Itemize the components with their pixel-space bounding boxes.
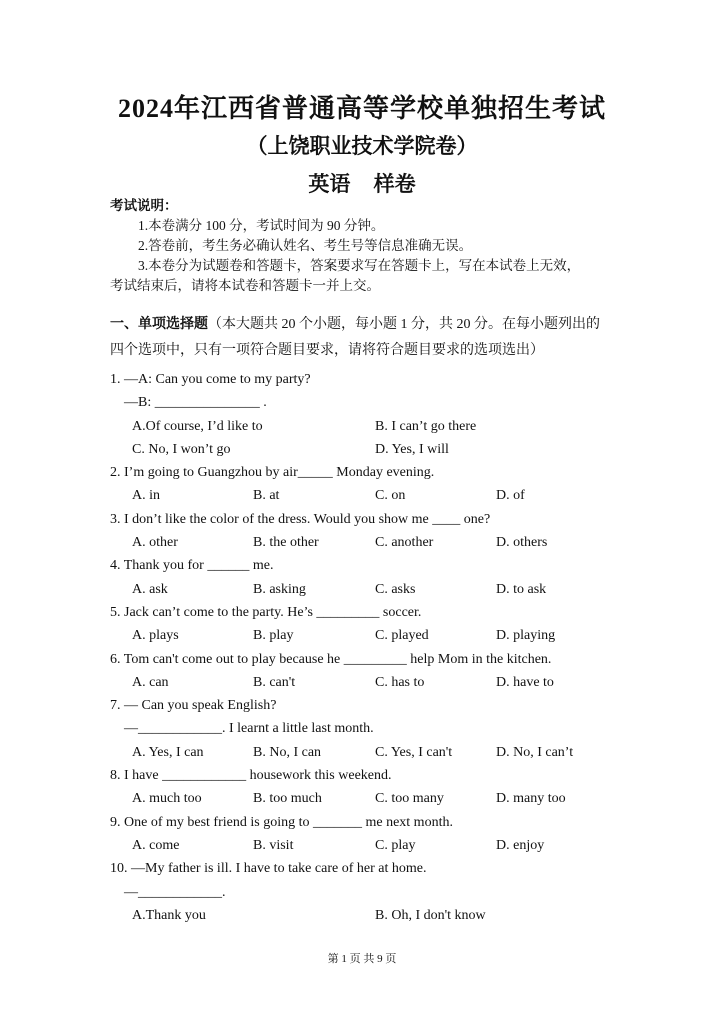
answer-option: B. I can’t go there [375, 418, 477, 434]
question-stem: 10. —My father is ill. I have to take care of her at home. [110, 861, 427, 877]
answer-option: A. much too [132, 791, 202, 807]
answer-option: D. others [496, 535, 548, 551]
instruction-item: 3.本卷分为试题卷和答题卡，答案要求写在答题卡上，写在本试卷上无效， [138, 258, 581, 273]
option-row [110, 531, 630, 554]
exam-subject: 英语 样卷 [308, 172, 416, 196]
answer-option: B. asking [253, 581, 306, 597]
answer-option: A. Yes, I can [132, 744, 204, 760]
answer-option: C. too many [375, 791, 444, 807]
exam-subtitle: （上饶职业技术学院卷） [246, 134, 478, 158]
answer-option: D. many too [496, 791, 566, 807]
answer-option: C. play [375, 837, 416, 853]
instruction-continuation: 考试结束后，请将本试卷和答题卡一并上交。 [110, 278, 380, 293]
answer-option: C. played [375, 628, 429, 644]
question-response-line: —B: _______________ . [124, 395, 267, 411]
question-stem: 1. —A: Can you come to my party? [110, 372, 311, 387]
answer-option: B. can't [253, 674, 296, 690]
section-desc-line1: （本大题共 20 个小题，每小题 1 分，共 20 分。在每小题列出的 [208, 317, 600, 332]
question-stem: 7. — Can you speak English? [110, 698, 277, 714]
answer-option: A. other [132, 535, 178, 551]
answer-option: D. enjoy [496, 837, 545, 853]
answer-option: B. too much [253, 791, 322, 807]
question-response-line: —____________. [124, 884, 226, 900]
question-stem: 2. I’m going to Guangzhou by air_____ Monday evening. [110, 465, 435, 481]
page-footer: 第 1 页 共 9 页 [327, 953, 397, 965]
option-row [110, 904, 630, 927]
question-stem: 9. One of my best friend is going to _______ me next month. [110, 814, 453, 830]
question-response-line: —____________. I learnt a little last month. [124, 721, 374, 737]
answer-option: D. playing [496, 628, 556, 644]
exam-instructions [110, 196, 620, 296]
instructions-heading: 考试说明： [110, 198, 178, 213]
answer-option: C. No, I won’t go [132, 441, 231, 457]
answer-option: A. come [132, 837, 180, 853]
question-stem: 8. I have ____________ housework this weekend. [110, 768, 392, 784]
answer-option: D. of [496, 488, 525, 504]
section-desc-line2: 四个选项中，只有一项符合题目要求，请将符合题目要求的选项选出） [110, 343, 544, 358]
option-row [110, 578, 630, 601]
question-stem: 6. Tom can't come out to play because he _________ help Mom in the kitchen. [110, 651, 552, 667]
option-row [110, 741, 630, 764]
answer-option: C. on [375, 488, 406, 504]
option-row [110, 787, 630, 810]
answer-option: B. No, I can [253, 744, 322, 760]
answer-option: D. to ask [496, 581, 547, 597]
answer-option: A. can [132, 674, 169, 690]
question-stem: 3. I don’t like the color of the dress. Would you show me ____ one? [110, 511, 491, 527]
question-stem: 4. Thank you for ______ me. [110, 558, 274, 574]
answer-option: D. Yes, I will [375, 441, 449, 457]
answer-option: B. play [253, 628, 294, 644]
option-row [110, 671, 630, 694]
answer-option: B. visit [253, 837, 294, 853]
option-row [110, 834, 630, 857]
option-row [110, 415, 630, 438]
question-list [110, 368, 630, 927]
answer-option: D. No, I can’t [496, 744, 574, 760]
option-row [110, 624, 630, 647]
answer-option: C. Yes, I can't [375, 744, 453, 760]
instruction-item: 2.答卷前，考生务必确认姓名、考生号等信息准确无误。 [138, 238, 473, 253]
answer-option: D. have to [496, 674, 554, 690]
section-title: 一、单项选择题 [110, 317, 208, 332]
answer-option: A.Of course, I’d like to [132, 418, 263, 434]
option-row [110, 438, 630, 461]
section-header [110, 312, 622, 364]
option-row [110, 484, 630, 507]
answer-option: B. at [253, 488, 280, 504]
answer-option: A. ask [132, 581, 168, 597]
answer-option: B. the other [253, 535, 319, 551]
answer-option: C. another [375, 535, 434, 551]
answer-option: C. has to [375, 674, 425, 690]
answer-option: A. in [132, 488, 160, 504]
question-stem: 5. Jack can’t come to the party. He’s _________ soccer. [110, 604, 422, 620]
answer-option: A.Thank you [132, 907, 206, 923]
answer-option: B. Oh, I don't know [375, 907, 486, 923]
instruction-item: 1.本卷满分 100 分，考试时间为 90 分钟。 [138, 218, 385, 233]
answer-option: C. asks [375, 581, 416, 597]
exam-title: 2024年江西省普通高等学校单独招生考试 [117, 94, 606, 123]
answer-option: A. plays [132, 628, 179, 644]
